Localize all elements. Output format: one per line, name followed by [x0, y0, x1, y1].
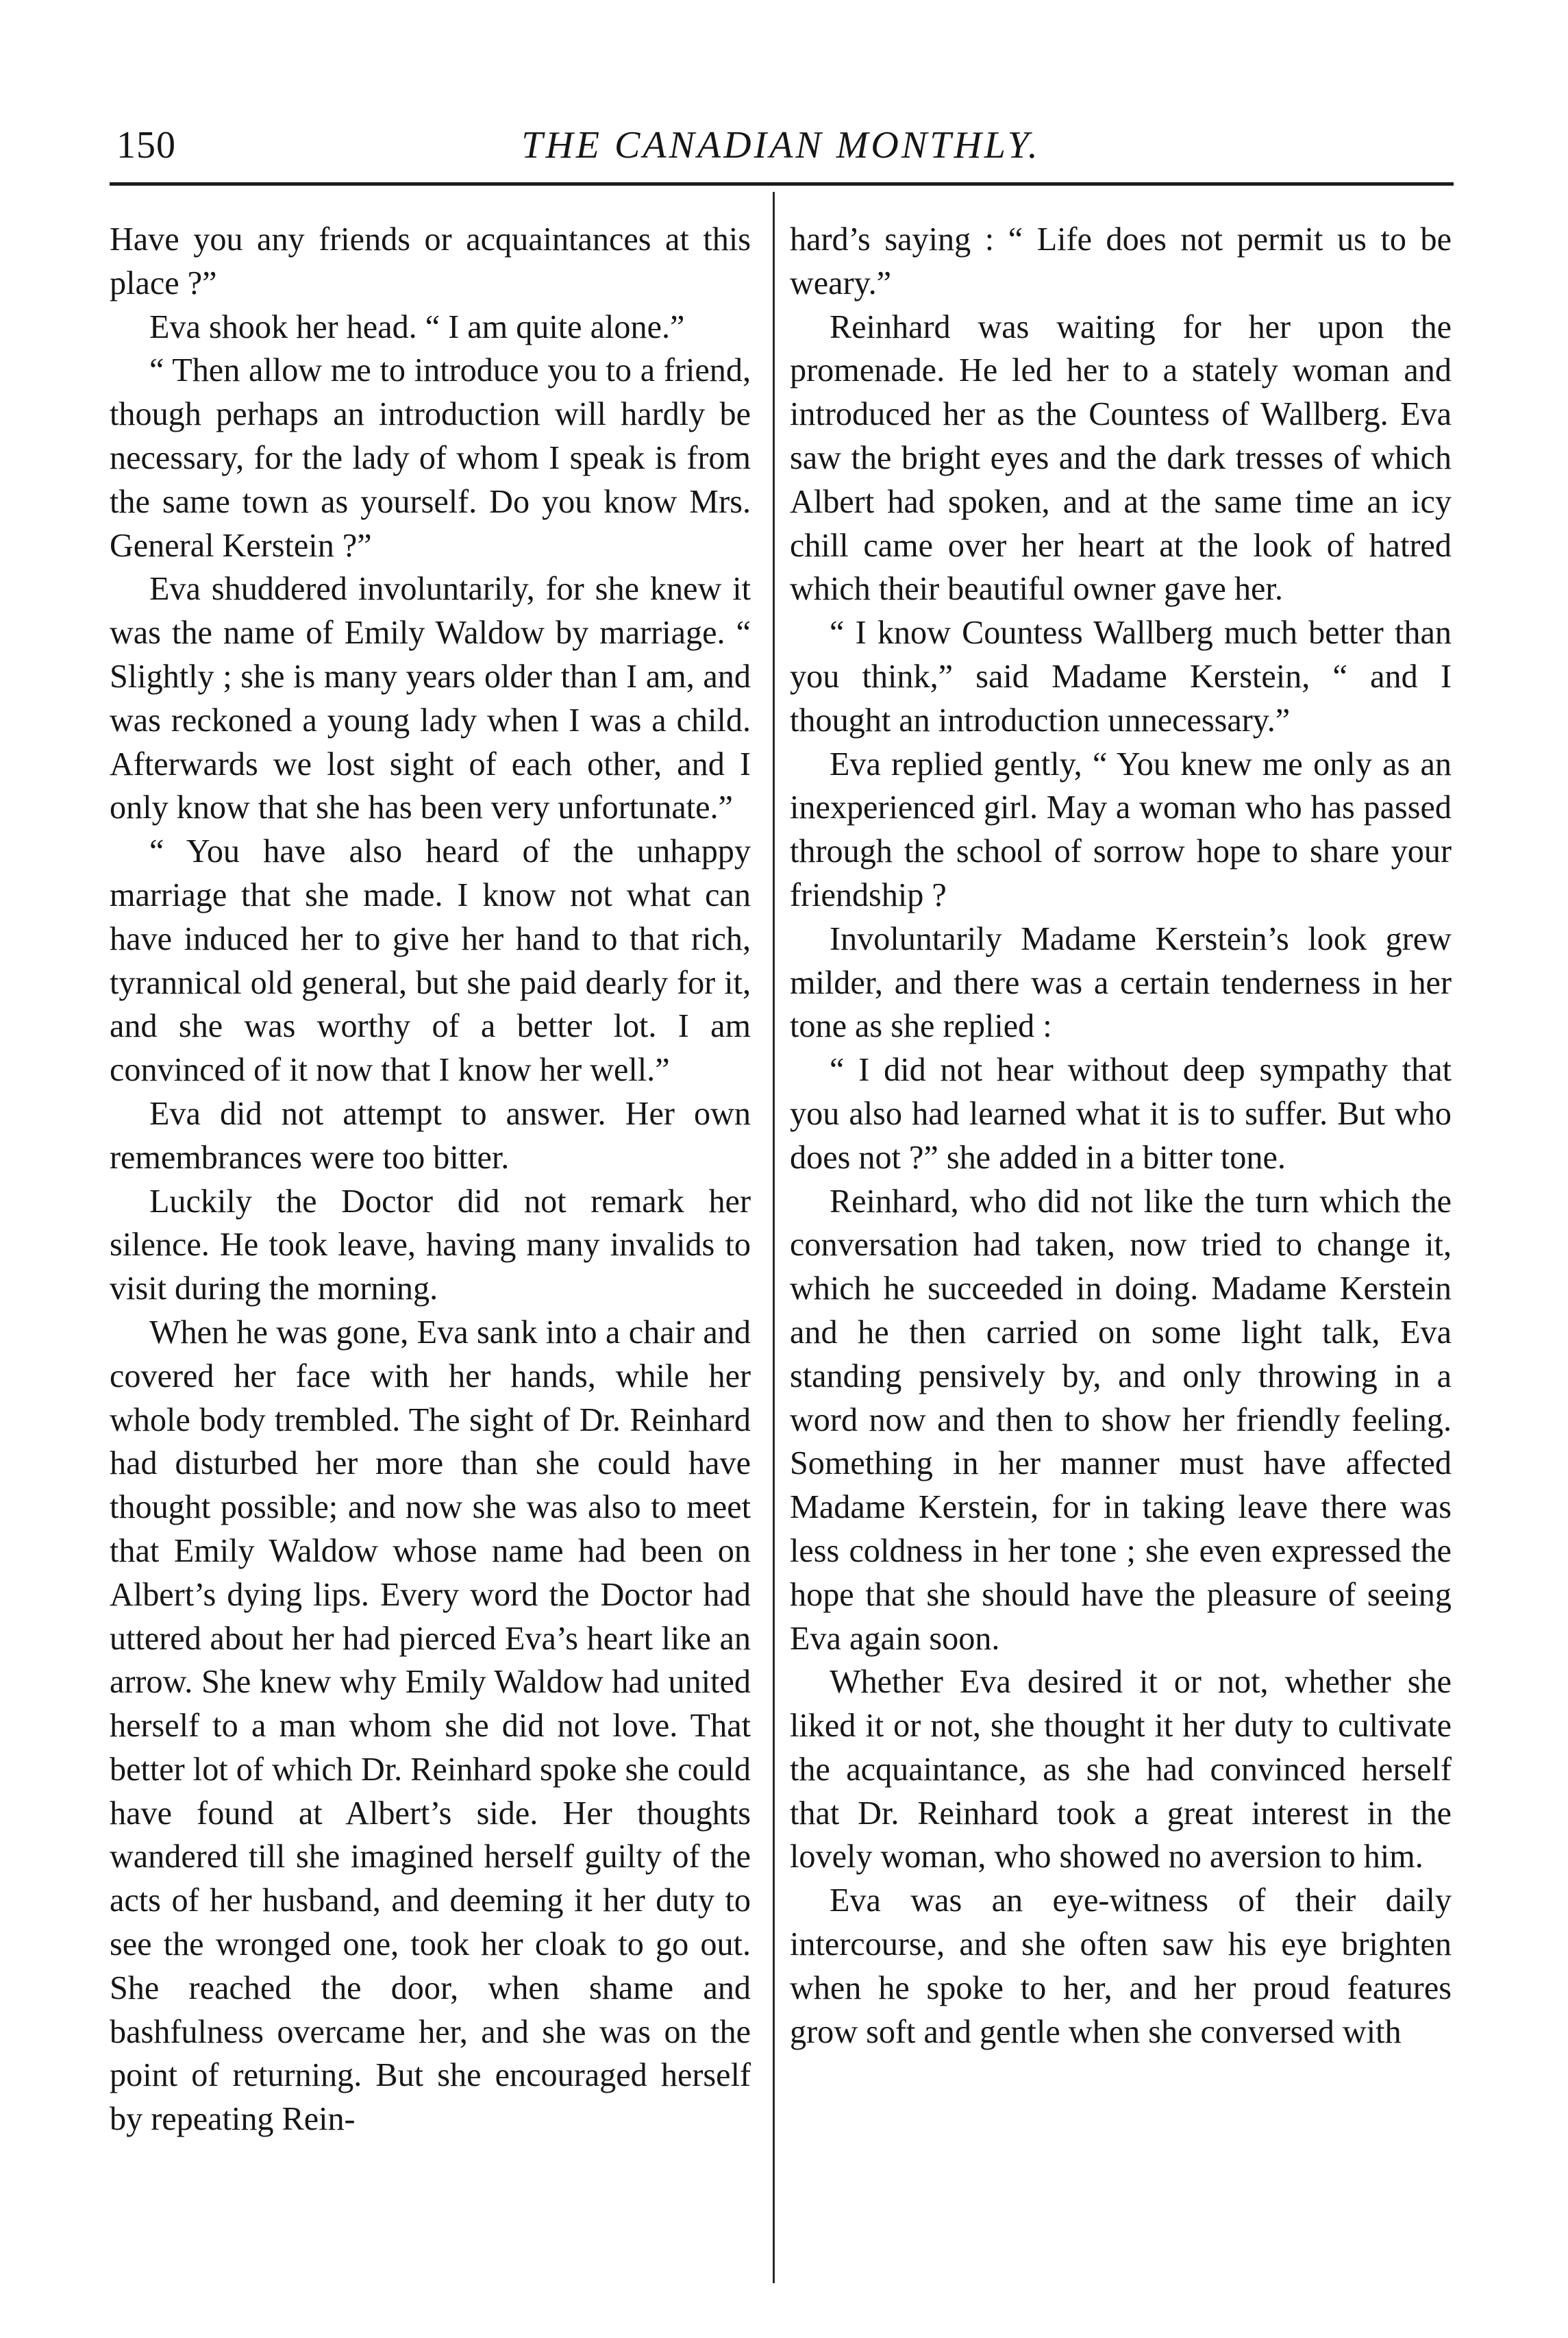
column-divider: [773, 192, 775, 2283]
paragraph: “ I did not hear without deep sympathy that you also had learned what it is to suffer. But who does not ?” she added in a bitter tone.: [790, 1052, 1452, 1176]
paragraph: “ Then allow me to introduce you to a friend, though perhaps an introduction will hardly be necessary, for the lady of whom I speak is from the same town as yourself. Do you know Mrs. General Kerstein ?”: [110, 352, 751, 564]
paragraph: When he was gone, Eva sank into a chair and covered her face with her hands, while her whole body trembled. The sight of Dr. Reinhard had disturbed her more than she could have thought possible; and now she was also to meet that Emily Waldow whose name had been on Albert’s dying lips. Every word the Doctor had uttered about her had pierced Eva’s heart like an arrow. She knew why Emily Waldow had united herself to a man whom she did not love. That better lot of which Dr. Reinhard spoke she could have found at Albert’s side. Her thoughts wandered till she imagined herself guilty of the acts of her husband, and deeming it her duty to see the wronged one, took her cloak to go out. She reached the door, when shame and bashfulness overcame her, and she was on the point of returning. But she encouraged herself by repeating Rein-: [110, 1314, 751, 2138]
paragraph: Eva replied gently, “ You knew me only as an inexperienced girl. May a woman who has passed through the school of sorrow hope to share your friendship ?: [790, 746, 1452, 913]
paragraph: Luckily the Doctor did not remark her silence. He took leave, having many invalids to visit during the morning.: [110, 1183, 751, 1307]
header-rule: [110, 182, 1454, 186]
right-column: [790, 218, 1452, 2054]
paragraph: Involuntarily Madame Kerstein’s look grew milder, and there was a certain tenderness in her tone as she replied :: [790, 920, 1452, 1045]
paragraph: Reinhard, who did not like the turn which the conversation had taken, now tried to change it, which he succeeded in doing. Madame Kerstein and he then carried on some light talk, Eva standing pensively by, and only throwing in a word now and then to show her friendly feeling. Something in her manner must have affected Madame Kerstein, for in taking leave there was less coldness in her tone ; she even expressed the hope that she should have the pleasure of seeing Eva again soon.: [790, 1183, 1452, 1657]
paragraph: Eva did not attempt to answer. Her own remembrances were too bitter.: [110, 1095, 751, 1176]
page-number: 150: [116, 124, 176, 167]
paragraph: Reinhard was waiting for her upon the promenade. He led her to a stately woman and introduced her as the Countess of Wallberg. Eva saw the bright eyes and the dark tresses of which Albert had spoken, and at the same time an icy chill came over her heart at the look of hatred which their beautiful owner gave her.: [790, 308, 1452, 608]
journal-title: THE CANADIAN MONTHLY.: [521, 124, 1041, 167]
left-column: [110, 218, 751, 2141]
running-head: [110, 118, 1452, 173]
paragraph: “ You have also heard of the unhappy marriage that she made. I know not what can have induced her to give her hand to that rich, tyrannical old general, but she paid dearly for it, and she was worthy of a better lot. I am convinced of it now that I know her well.”: [110, 833, 751, 1089]
paragraph: Eva was an eye-witness of their daily intercourse, and she often saw his eye brighten when he spoke to her, and her proud features grow soft and gentle when she conversed with: [790, 1882, 1452, 2050]
paragraph: hard’s saying : “ Life does not permit us to be weary.”: [790, 221, 1452, 302]
paragraph: Have you any friends or acquaintances at this place ?”: [110, 221, 751, 302]
paragraph: Eva shuddered involuntarily, for she knew it was the name of Emily Waldow by marriage. “ Slightly ; she is many years older than I am, and was reckoned a young lady when I was a child. Afterwards we lost sight of each other, and I only know that she has been very unfortunate.”: [110, 571, 751, 826]
paragraph: “ I know Countess Wallberg much better than you think,” said Madame Kerstein, “ and I thought an introduction unnecessary.”: [790, 615, 1452, 739]
paragraph: Whether Eva desired it or not, whether she liked it or not, she thought it her duty to cultivate the acquaintance, as she had convinced herself that Dr. Reinhard took a great interest in the lovely woman, who showed no aversion to him.: [790, 1664, 1452, 1875]
paragraph: Eva shook her head. “ I am quite alone.”: [149, 308, 685, 345]
